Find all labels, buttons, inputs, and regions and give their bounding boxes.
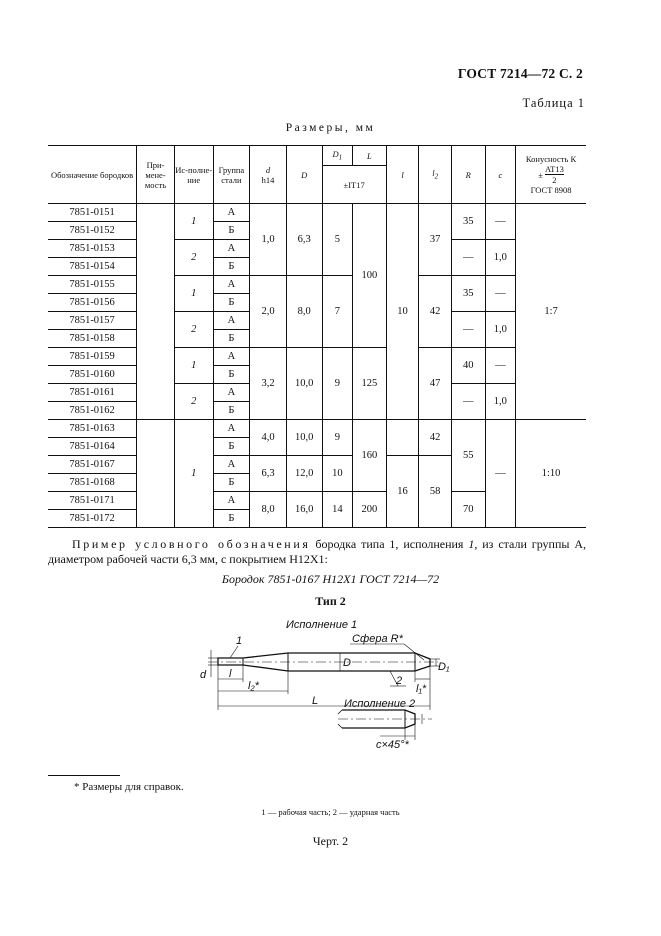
header-application: При-мене-мость: [137, 146, 175, 204]
type-title: Тип 2: [315, 594, 346, 608]
sphere-label: Сфера R*: [352, 633, 403, 645]
header-l: l: [386, 146, 419, 204]
example-designation: Бородок 7851-0167 Н12Х1 ГОСТ 7214—72: [221, 572, 440, 586]
svg-text:c×45°*: c×45°*: [376, 739, 409, 751]
header-c: c: [485, 146, 516, 204]
version2-label: Исполнение 2: [344, 698, 416, 710]
dimensions-table: Обозначение бородков При-мене-мость Ис-полне-ние Группа стали d h14 D $D_1$ L l $l_2$ R c Конусность К ± $\frac{AT13}{2}$ ГОСТ 8908 ±IT17 7851-0151 1 А 1,0 6,3 5 100 10 37 35 — 1:7 7851-0152 Б 7851-0153 2 А — 1,0 7851-0154 Б 7851-0155 1 А 2,0 8,0 7 42 35 — 7851-0156 Б 7851-0157 2 А — 1,0 7851-0158 Б 7851-0159 1 А 3,2 10,0 9 125 47 40 — 7851-0160 Б 7851-0161 2 А — 1,0 7851-0162 Б 7851-0163 1 А 4,0 10,0 9 160 42 55 — 1:10 7851-0164 Б 7851-0167 А 6,3 12,0 10 16 58 7851-0168 Б 7851-0171 А 8,0 16,0 14 200 70 7851-0172 Б: [48, 145, 586, 528]
table-row: 7851-0160: [48, 366, 137, 384]
table-row: 7851-0152: [48, 222, 137, 240]
table-row: 7851-0171: [48, 492, 137, 510]
svg-text:2: 2: [396, 675, 403, 687]
table-row: 7851-0154: [48, 258, 137, 276]
page-header: ГОСТ 7214—72 С. 2: [457, 66, 583, 81]
table-row: 7851-0157: [48, 312, 137, 330]
svg-text:l: l: [229, 668, 232, 680]
version1-label: Исполнение 1: [286, 619, 358, 631]
table-row: 7851-0158: [48, 330, 137, 348]
table-row: 7851-0172: [48, 510, 137, 528]
figure-caption: Черт. 2: [312, 834, 349, 848]
table-row: 7851-0155: [48, 276, 137, 294]
table-row: 7851-0153: [48, 240, 137, 258]
svg-text:l₂*: l₂*: [248, 680, 259, 692]
svg-text:1: 1: [236, 635, 243, 647]
header-version: Ис-полне-ние: [174, 146, 213, 204]
drawing-legend: 1 — рабочая часть; 2 — ударная часть: [261, 807, 400, 817]
footnote: * Размеры для справок.: [74, 781, 184, 793]
application-cell: [137, 204, 175, 420]
table-row: 7851-0167: [48, 456, 137, 474]
application-cell: [137, 420, 175, 528]
table-row: 7851-0162: [48, 402, 137, 420]
svg-text:D₁: D₁: [438, 661, 450, 673]
table-row: 7851-0161: [48, 384, 137, 402]
svg-text:l₁*: l₁*: [416, 683, 427, 695]
table-row: 7851-0168: [48, 474, 137, 492]
header-D1: $D_1$: [322, 146, 353, 166]
header-R: R: [451, 146, 485, 204]
svg-text:d: d: [200, 669, 207, 681]
svg-text:L: L: [312, 695, 319, 707]
table-row: 7851-0156: [48, 294, 137, 312]
footnote-rule: [48, 775, 120, 776]
table-label: Таблица 1: [522, 96, 585, 110]
example-paragraph: Пример условного обозначения бородка типа 1, исполнения 1, из стали группы А, диаметром рабочей части 6,3 мм, с покрытием Н12Х1:: [48, 537, 587, 566]
header-tolerance: ±IT17: [322, 166, 386, 204]
header-D: D: [286, 146, 322, 204]
table-row: 7851-0163: [48, 420, 137, 438]
punch-drawing: [200, 612, 450, 764]
header-d: d h14: [250, 146, 287, 204]
svg-text:D: D: [343, 657, 351, 669]
header-designation: Обозначение бородков: [48, 146, 137, 204]
header-L: L: [353, 146, 387, 166]
table-row: 7851-0164: [48, 438, 137, 456]
example-label: Пример условного обозначения: [72, 537, 311, 551]
header-taper: Конусность К ± $\frac{AT13}{2}$ ГОСТ 8908: [516, 146, 586, 204]
header-l2: $l_2$: [419, 146, 452, 204]
table-row: 7851-0151: [48, 204, 137, 222]
table-row: 7851-0159: [48, 348, 137, 366]
header-steel-group: Группа стали: [213, 146, 250, 204]
sizes-caption: Размеры, мм: [285, 122, 376, 134]
